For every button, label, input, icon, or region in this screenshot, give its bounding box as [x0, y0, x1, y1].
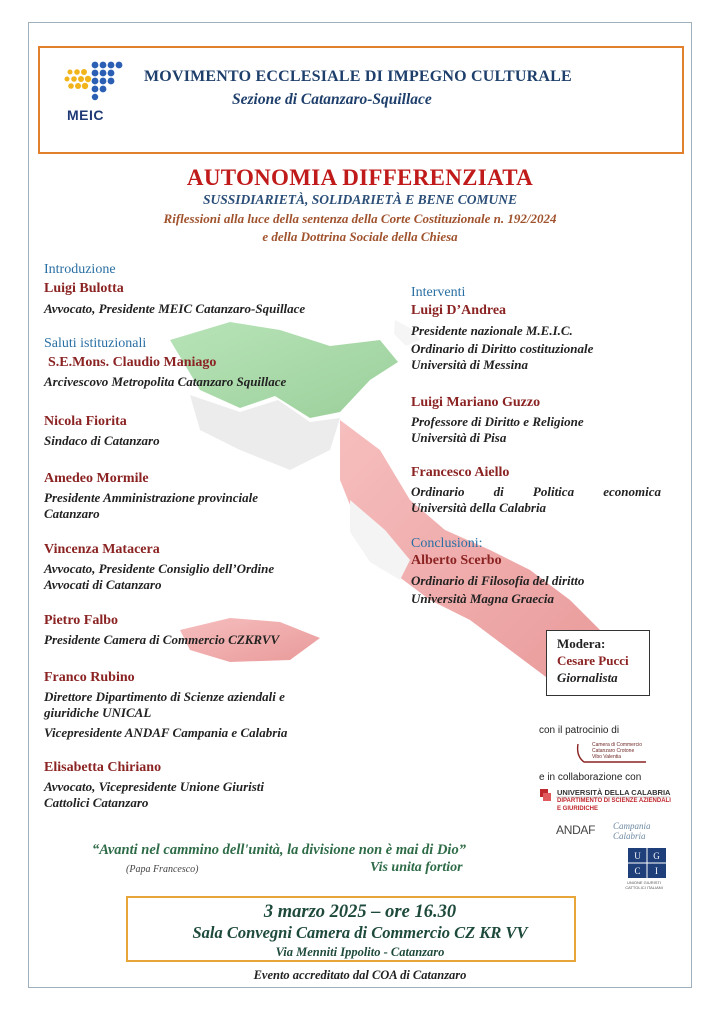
speaker-block	[44, 760, 264, 811]
speaker-role: Università Magna Graecia	[411, 591, 554, 606]
speaker-role: giuridiche UNICAL	[44, 705, 152, 720]
event-title: AUTONOMIA DIFFERENZIATA	[186, 165, 534, 190]
speaker-name: Luigi D’Andrea	[411, 303, 507, 318]
quote-text: “Avanti nel cammino dell'unità, la divisione non è mai di Dio”	[92, 842, 466, 858]
event-subtitle: SUSSIDIARIETÀ, SOLIDARIETÀ E BENE COMUNE	[203, 192, 517, 207]
motto: Vis unita fortior	[370, 860, 463, 875]
interventi-block	[411, 285, 593, 373]
unical-name: UNIVERSITÀ DELLA CALABRIA	[557, 788, 671, 797]
speaker-role: Sindaco di Catanzaro	[44, 433, 160, 448]
ugci-letter: I	[655, 866, 658, 876]
speaker-role: Università della Calabria	[411, 500, 547, 515]
intro-name: Luigi Bulotta	[44, 281, 124, 296]
event-address: Via Menniti Ippolito - Catanzaro	[275, 945, 445, 959]
conclusioni-block	[411, 536, 584, 607]
speaker-block	[44, 414, 160, 449]
event-date: 3 marzo 2025 – ore 16.30	[263, 902, 457, 922]
patronage-label: con il patrocinio di	[539, 725, 620, 736]
speaker-role: Ordinario di Diritto costituzionale	[411, 341, 594, 356]
speaker-name: S.E.Mons. Claudio Maniago	[48, 355, 217, 370]
speaker-role: Direttore Dipartimento di Scienze aziendali e	[44, 689, 285, 704]
cciaa-line: Vibo Valentia	[592, 754, 622, 760]
interventi-label: Interventi	[411, 285, 466, 300]
speaker-name: Alberto Scerbo	[411, 553, 502, 568]
cciaa-line: Catanzaro Crotone	[592, 748, 635, 754]
unical-dept: E GIURIDICHE	[557, 806, 599, 812]
ugci-caption	[614, 880, 674, 890]
speaker-name: Francesco Aiello	[411, 465, 510, 480]
intro-label: Introduzione	[44, 262, 116, 277]
speaker-role: Vicepresidente ANDAF Campania e Calabria	[44, 725, 288, 740]
quote-author: (Papa Francesco)	[126, 864, 199, 875]
speaker-role: Avvocati di Catanzaro	[44, 577, 162, 592]
andaf-region	[613, 821, 651, 841]
moderator-label: Modera:	[557, 636, 606, 651]
org-name: MOVIMENTO ECCLESIALE DI IMPEGNO CULTURALE	[144, 68, 572, 85]
speaker-role: Presidente nazionale M.E.I.C.	[411, 323, 573, 338]
andaf-logo: ANDAF	[556, 823, 596, 837]
speaker-name: Amedeo Mormile	[44, 471, 149, 486]
speaker-role: Arcivescovo Metropolita Catanzaro Squillace	[44, 374, 287, 389]
ugci-letter: U	[634, 851, 641, 861]
speaker-block	[411, 395, 584, 446]
unical-dept: DIPARTIMENTO DI SCIENZE AZIENDALI	[557, 798, 671, 804]
org-section: Sezione di Catanzaro-Squillace	[232, 91, 432, 108]
moderator-name: Cesare Pucci	[557, 653, 629, 668]
speaker-block	[44, 542, 274, 593]
speaker-block	[44, 670, 287, 741]
speaker-block	[44, 471, 258, 522]
intro-block	[44, 262, 305, 317]
ugci-letter: G	[653, 851, 660, 861]
saluti-label: Saluti istituzionali	[44, 336, 147, 351]
speaker-name: Nicola Fiorita	[44, 414, 127, 429]
chamber-of-commerce-logo-text	[592, 742, 642, 760]
moderator-box	[546, 630, 650, 696]
speaker-role: Presidente Camera di Commercio CZKRVV	[44, 632, 280, 647]
speaker-role: Cattolici Catanzaro	[44, 795, 149, 810]
ugci-letter: C	[634, 866, 641, 876]
speaker-role: Catanzaro	[44, 506, 100, 521]
speaker-role: Presidente Amministrazione provinciale	[44, 490, 259, 505]
intro-role: Avvocato, Presidente MEIC Catanzaro-Squillace	[44, 301, 306, 316]
speaker-name: Vincenza Matacera	[44, 542, 160, 557]
speaker-name: Elisabetta Chiriano	[44, 760, 162, 775]
speaker-role: Ordinario di Politica economica	[411, 484, 661, 499]
speaker-block	[44, 613, 279, 648]
speaker-name: Luigi Mariano Guzzo	[411, 395, 541, 410]
speaker-role: Università di Pisa	[411, 430, 507, 445]
andaf-region-line: Campania	[613, 821, 651, 831]
reflection-line-1: Riflessioni alla luce della sentenza della Corte Costituzionale n. 192/2024	[163, 211, 557, 226]
speaker-name: Pietro Falbo	[44, 613, 119, 628]
reflection-line-2: e della Dottrina Sociale della Chiesa	[262, 229, 458, 244]
conclusioni-label: Conclusioni:	[411, 536, 483, 551]
speaker-role: Ordinario di Filosofia del diritto	[411, 573, 585, 588]
ugci-caption-line: UNIONE GIURISTI	[626, 880, 661, 885]
collaboration-label: e in collaborazione con	[539, 772, 642, 783]
speaker-role: Università di Messina	[411, 357, 529, 372]
moderator-role: Giornalista	[557, 670, 618, 685]
speaker-role: Avvocato, Presidente Consiglio dell’Ordine	[44, 561, 275, 576]
event-venue: Sala Convegni Camera di Commercio CZ KR VV	[192, 923, 528, 942]
accreditation-note: Evento accreditato dal COA di Catanzaro	[253, 968, 467, 982]
ugci-caption-line: CATTOLICI ITALIANI	[625, 885, 663, 890]
speaker-role: Avvocato, Vicepresidente Unione Giuristi	[44, 779, 265, 794]
speaker-role: Professore di Diritto e Religione	[411, 414, 584, 429]
saluti-block	[44, 336, 286, 390]
cciaa-line: Camera di Commercio	[592, 742, 643, 748]
andaf-region-line: Calabria	[613, 831, 646, 841]
speaker-block	[411, 465, 661, 516]
speaker-name: Franco Rubino	[44, 670, 135, 685]
logo-text: MEIC	[67, 107, 104, 123]
